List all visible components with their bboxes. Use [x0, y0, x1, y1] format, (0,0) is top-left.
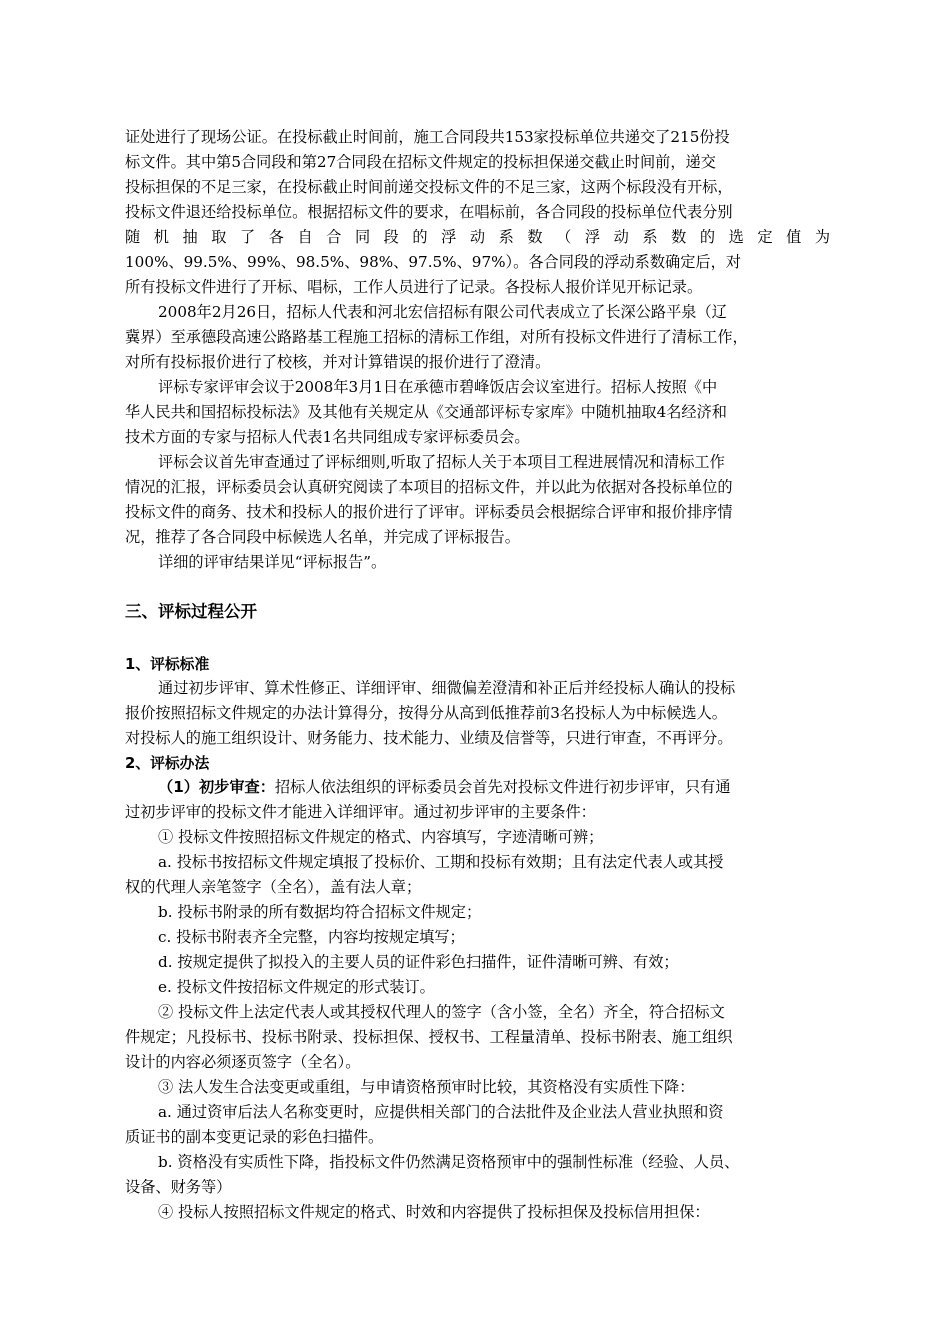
paragraph-line: 评标会议首先审查通过了评标细则,听取了招标人关于本项目工程进展情况和清标工作	[158, 453, 725, 471]
paragraph-line: 随机抽取了各自合同段的浮动系数（浮动系数的选定值为	[125, 228, 830, 246]
paragraph-line: 质证书的副本变更记录的彩色扫描件。	[125, 1128, 384, 1146]
paragraph-line: 过初步评审的投标文件才能进入详细评审。通过初步评审的主要条件：	[125, 803, 596, 821]
paragraph-line: 件规定；凡投标书、投标书附录、投标担保、授权书、工程量清单、投标书附表、施工组织	[125, 1028, 733, 1046]
list-item: c. 投标书附表齐全完整，内容均按规定填写；	[158, 928, 465, 946]
list-item: ① 投标文件按照招标文件规定的格式、内容填写，字迹清晰可辨；	[158, 828, 604, 846]
paragraph-line: 设计的内容必须逐页签字（全名）。	[125, 1053, 361, 1071]
paragraph-line: 华人民共和国招标投标法》及其他有关规定从《交通部评标专家库》中随机抽取4名经济和	[125, 403, 727, 421]
paragraph-line: 投标文件退还给投标单位。根据招标文件的要求，在唱标前，各合同段的投标单位代表分别	[125, 203, 733, 221]
paragraph-line: 况，推荐了各合同段中标候选人名单，并完成了评标报告。	[125, 528, 520, 546]
list-item: d. 按规定提供了拟投入的主要人员的证件彩色扫描件，证件清晰可辨、有效；	[158, 953, 679, 971]
list-item: a. 通过资审后法人名称变更时，应提供相关部门的合法批件及企业法人营业执照和资	[158, 1103, 724, 1121]
list-item: b. 资格没有实质性下降，指投标文件仍然满足资格预审中的强制性标准（经验、人员、	[158, 1153, 740, 1171]
paragraph-line: 冀界）至承德段高速公路路基工程施工招标的清标工作组，对所有投标文件进行了清标工作，	[125, 328, 748, 346]
paragraph-line: 情况的汇报，评标委员会认真研究阅读了本项目的招标文件，并以此为依据对各投标单位的	[125, 478, 733, 496]
paragraph-line: 详细的评审结果详见“评标报告”。	[158, 553, 387, 571]
section-heading: 三、评标过程公开	[125, 602, 257, 621]
paragraph-line: 评标专家评审会议于2008年3月1日在承德市碧峰饭店会议室进行。招标人按照《中	[158, 378, 718, 396]
inline-text: 招标人依法组织的评标委员会首先对投标文件进行初步评审，只有通	[274, 778, 731, 796]
paragraph-line: 通过初步评审、算术性修正、详细评审、细微偏差澄清和补正后并经投标人确认的投标	[158, 679, 736, 697]
paragraph-line: 报价按照招标文件规定的办法计算得分，按得分从高到低推荐前3名投标人为中标候选人。	[125, 704, 727, 722]
list-item: a. 投标书按招标文件规定填报了投标价、工期和投标有效期；且有法定代表人或其授	[158, 853, 724, 871]
paragraph-line: 投标文件的商务、技术和投标人的报价进行了评审。评标委员会根据综合评审和报价排序情	[125, 503, 733, 521]
paragraph-line: 证处进行了现场公证。在投标截止时间前，施工合同段共153家投标单位共递交了215份投	[125, 128, 730, 146]
subsection-heading: 1、评标标准	[125, 656, 210, 673]
paragraph-line: 对所有投标报价进行了校核，并对计算错误的报价进行了澄清。	[125, 353, 551, 371]
list-item: ③ 法人发生合法变更或重组，与申请资格预审时比较，其资格没有实质性下降：	[158, 1078, 695, 1096]
paragraph-line: 投标担保的不足三家，在投标截止时间前递交投标文件的不足三家，这两个标段没有开标，	[125, 178, 733, 196]
paragraph-line: 标文件。其中第5合同段和第27合同段在招标文件规定的投标担保递交截止时间前，递交	[125, 153, 716, 171]
paragraph-line: 对投标人的施工组织设计、财务能力、技术能力、业绩及信誉等，只进行审查，不再评分。	[125, 729, 733, 747]
list-item: ④ 投标人按照招标文件规定的格式、时效和内容提供了投标担保及投标信用担保：	[158, 1203, 710, 1221]
paragraph-line: 100%、99.5%、99%、98.5%、98%、97.5%、97%）。各合同段的浮动系数确定后，对	[125, 253, 741, 271]
list-item: ② 投标文件上法定代表人或其授权代理人的签字（含小签，全名）齐全，符合招标文	[158, 1003, 725, 1021]
paragraph-line: 设备、财务等）	[125, 1178, 232, 1196]
paragraph-line: 所有投标文件进行了开标、唱标，工作人员进行了记录。各投标人报价详见开标记录。	[125, 278, 703, 296]
paragraph-line: 2008年2月26日，招标人代表和河北宏信招标有限公司代表成立了长深公路平泉（辽	[158, 303, 727, 321]
paragraph-line: 技术方面的专家与招标人代表1名共同组成专家评标委员会。	[125, 428, 530, 446]
paragraph-line	[158, 775, 830, 799]
inline-bold-label: （1）初步审查：	[158, 778, 275, 796]
list-item: b. 投标书附录的所有数据均符合招标文件规定；	[158, 903, 482, 921]
subsection-heading: 2、评标办法	[125, 755, 210, 772]
paragraph-line: 权的代理人亲笔签字（全名），盖有法人章；	[125, 878, 422, 896]
list-item: e. 投标文件按招标文件规定的形式装订。	[158, 978, 435, 996]
